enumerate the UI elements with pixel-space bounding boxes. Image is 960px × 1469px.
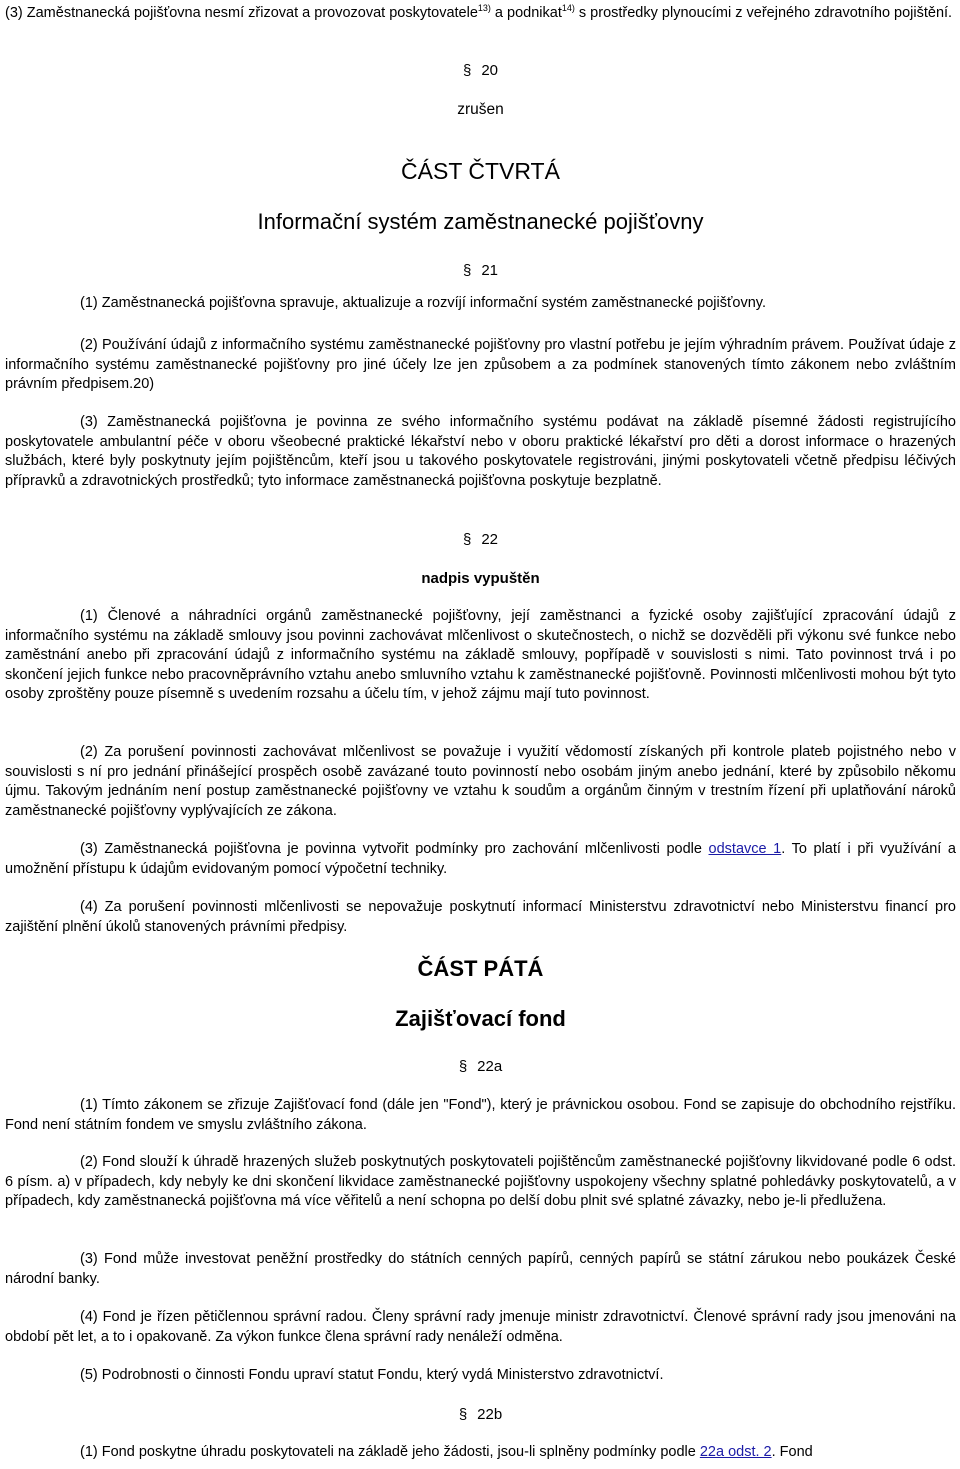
s21-paragraph-3: (3) Zaměstnanecká pojišťovna je povinna ze svého informačního systému podávat na základě písemné žádosti registrujícího poskytovatele ambulantní péče v oboru všeobecné praktické lékařství nebo v oboru praktické lékařství pro děti a dorost informace o hrazených službách, které byly poskytnuty jejím pojištěncům, kteří jsou u takového poskytovatele registrováni, jinými poskytovateli včetně předpisu léčivých přípravků a zdravotnických prostředků; tyto informace zaměstnanecká pojišťovna poskytuje bezplatně. <box>5 414 956 489</box>
s22a-paragraph-4: (4) Fond je řízen pětičlennou správní radou. Členy správní rady jmenuje ministr zdravotnictví. Členové správní rady jsou jmenováni na období pět let, a to i opakovaně. Za výkon funkce člena správní rady nenáleží odměna. <box>5 1309 956 1345</box>
s22-paragraph-1: (1) Členové a náhradníci orgánů zaměstnanecké pojišťovny, její zaměstnanci a fyzické osoby zajišťující zpracování údajů z informačního systému na základě smlouvy jsou povinni zachovávat mlčenlivost o skutečnostech, o nichž se dozvěděli při výkonu své funkce nebo zaměstnání anebo při zpracování údajů z informačního systému na základě smlouvy, popřípadě v souvislosti s nimi. Tato povinnost trvá i po skončení jejich funkce nebo pracovněprávního vztahu anebo smluvního vztahu k zaměstnanecké pojišťovně. Povinnosti mlčenlivosti mohou být tyto osoby zproštěny pouze písemně s uvedením rozsahu a účelu tím, v jehož zájmu mají tuto povinnost. <box>5 608 956 703</box>
section-22b-number: § 22b <box>458 1406 503 1423</box>
paragraph-text: s prostředky plynoucími z veřejného zdravotního pojištění. <box>574 5 953 21</box>
s19-paragraph-3 <box>5 4 956 24</box>
section-sign-icon: § <box>462 62 472 79</box>
part-4-title: Informační systém zaměstnanecké pojišťovny <box>257 209 704 234</box>
section-21-number: § 21 <box>462 262 499 279</box>
footnote-ref-13[interactable]: 13) <box>477 3 491 13</box>
link-22a-odst-2[interactable]: 22a odst. 2 <box>699 1444 772 1460</box>
s22a-paragraph-3: (3) Fond může investovat peněžní prostředky do státních cenných papírů, cenných papírů se státní zárukou nebo poukázek České národní banky. <box>5 1251 956 1287</box>
s22-paragraph-2: (2) Za porušení povinnosti zachovávat mlčenlivost se považuje i využití vědomostí získaných při kontrole plateb pojistného nebo v souvislosti s ní pro jednání přinášející prospěch osobě zavázané touto povinností nebo osobám jiným anebo jednání, které by způsobilo někomu újmu. Takovým jednáním není postup zaměstnanecké pojišťovny ve vztahu k soudům a orgánům činným v trestním řízení při uplatňování nároků zaměstnanecké pojišťovny vyplývajících ze zákona. <box>5 744 956 819</box>
section-22a-number: § 22a <box>458 1058 503 1075</box>
section-22-heading: nadpis vypuštěn <box>421 570 540 587</box>
footnote-ref-14[interactable]: 14) <box>561 3 575 13</box>
part-5-heading: ČÁST PÁTÁ <box>417 956 544 981</box>
section-sign-icon: § <box>458 1406 468 1423</box>
link-odstavce-1[interactable]: odstavce 1 <box>708 841 782 857</box>
part-5-title: Zajišťovací fond <box>395 1006 566 1031</box>
s21-paragraph-2: (2) Používání údajů z informačního systému zaměstnanecké pojišťovny pro vlastní potřebu je jejím výhradním právem. Používat údaje z informačního systému zaměstnanecké pojišťovny pro jiné účely lze jen způsobem a za podmínek stanovených tímto zákonem nebo zvláštním právním předpisem.20) <box>5 337 956 393</box>
section-20-number: § 20 <box>462 62 499 79</box>
s22a-paragraph-2: (2) Fond slouží k úhradě hrazených služeb poskytnutých poskytovateli pojištěncům zaměstnanecké pojišťovny likvidované podle 6 odst. 6 písm. a) v případech, kdy nebyly ke dni skončení likvidace zaměstnanecké pojišťovny uspokojeny všechny splatné pohledávky poskytovatelů, a v případech, kdy zaměstnanecká pojišťovna má více věřitelů a není schopna po delší dobu plnit své splatné závazky, nebo je-li předlužena. <box>5 1154 956 1210</box>
paragraph-text: (3) Zaměstnanecká pojišťovna nesmí zřizovat a provozovat poskytovatele <box>5 5 478 21</box>
section-22-number: § 22 <box>462 531 499 548</box>
section-sign-icon: § <box>462 262 472 279</box>
s21-paragraph-1: (1) Zaměstnanecká pojišťovna spravuje, aktualizuje a rozvíjí informační systém zaměstnanecké pojišťovny. <box>80 295 766 311</box>
s22a-paragraph-1: (1) Tímto zákonem se zřizuje Zajišťovací fond (dále jen "Fond"), který je právnickou osobou. Fond se zapisuje do obchodního rejstříku. Fond není státním fondem ve smyslu zvláštního zákona. <box>5 1097 956 1133</box>
s22b-paragraph-1: (1) Fond poskytne úhradu poskytovateli na základě jeho žádosti, jsou-li splněny podmínky podle 22a odst. 2. Fond <box>80 1444 813 1460</box>
part-4-heading: ČÁST ČTVRTÁ <box>401 158 560 184</box>
s22a-paragraph-5: (5) Podrobnosti o činnosti Fondu upraví statut Fondu, který vydá Ministerstvo zdravotnictví. <box>80 1367 664 1383</box>
section-20-status: zrušen <box>457 101 504 118</box>
section-sign-icon: § <box>458 1058 468 1075</box>
s22-paragraph-4: (4) Za porušení povinnosti mlčenlivosti se nepovažuje poskytnutí informací Ministerstvu zdravotnictví nebo Ministerstvu financí pro zajištění plnění úkolů stanovených právními předpisy. <box>5 899 956 935</box>
s22-paragraph-3: (3) Zaměstnanecká pojišťovna je povinna vytvořit podmínky pro zachování mlčenlivosti podle odstavce 1. To platí i při využívání a umožnění přístupu k údajům evidovaným pomocí výpočetní techniky. <box>5 841 956 877</box>
section-sign-icon: § <box>462 531 472 548</box>
paragraph-text: a podnikat <box>490 5 562 21</box>
